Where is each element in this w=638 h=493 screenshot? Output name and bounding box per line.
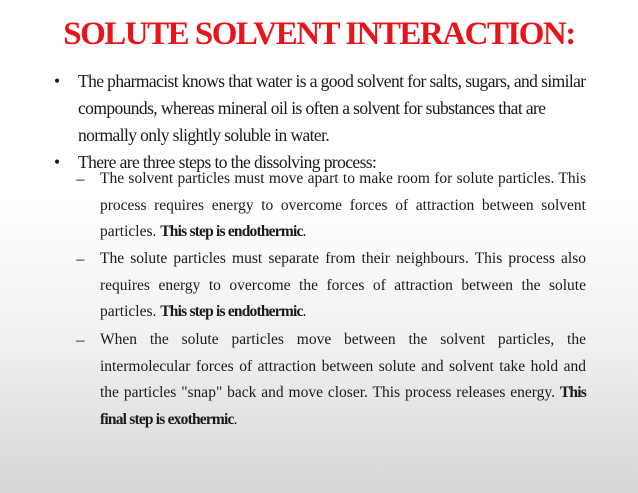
bullet-text: The pharmacist knows that water is a good solvent for salts, sugars, and similar compounds, whereas mineral oil is often a solvent for substances that are normally only slightly soluble in water. bbox=[78, 71, 586, 145]
sub-bullet-body: The solute particles must separate from their neighbours. This process also requires energy to overcome the forces of attraction between the solute particles. bbox=[100, 250, 586, 320]
bullet-text: There are three steps to the dissolving process: bbox=[78, 152, 377, 172]
sentence-end: . bbox=[233, 410, 238, 428]
sentence-end: . bbox=[302, 223, 307, 240]
sub-bullet-text bbox=[100, 246, 586, 326]
dash-marker: – bbox=[76, 249, 85, 268]
sub-bullet-text bbox=[100, 166, 586, 246]
sub-bullet-text bbox=[100, 327, 586, 433]
dash-marker: – bbox=[76, 169, 85, 188]
sub-bullet-body: The solvent particles must move apart to make room for solute particles. This process requires energy to overcome forces of attraction between solvent particles. bbox=[100, 170, 586, 240]
emphasis-text: This step is endothermic bbox=[160, 223, 303, 240]
emphasis-text: This step is endothermic bbox=[160, 303, 303, 320]
bullet-marker: • bbox=[54, 71, 60, 91]
slide-title: SOLUTE SOLVENT INTERACTION: bbox=[63, 16, 575, 52]
sub-bullet-body: When the solute particles move between the solvent particles, the intermolecular forces of attraction between solute and solvent take hold and the particles "snap" back and move closer. This process releases energy. bbox=[100, 331, 586, 401]
bullet-marker: • bbox=[54, 152, 60, 172]
sentence-end: . bbox=[302, 303, 307, 320]
dash-marker: – bbox=[76, 330, 85, 349]
emphasis-text: This final step is exothermic bbox=[100, 384, 586, 428]
